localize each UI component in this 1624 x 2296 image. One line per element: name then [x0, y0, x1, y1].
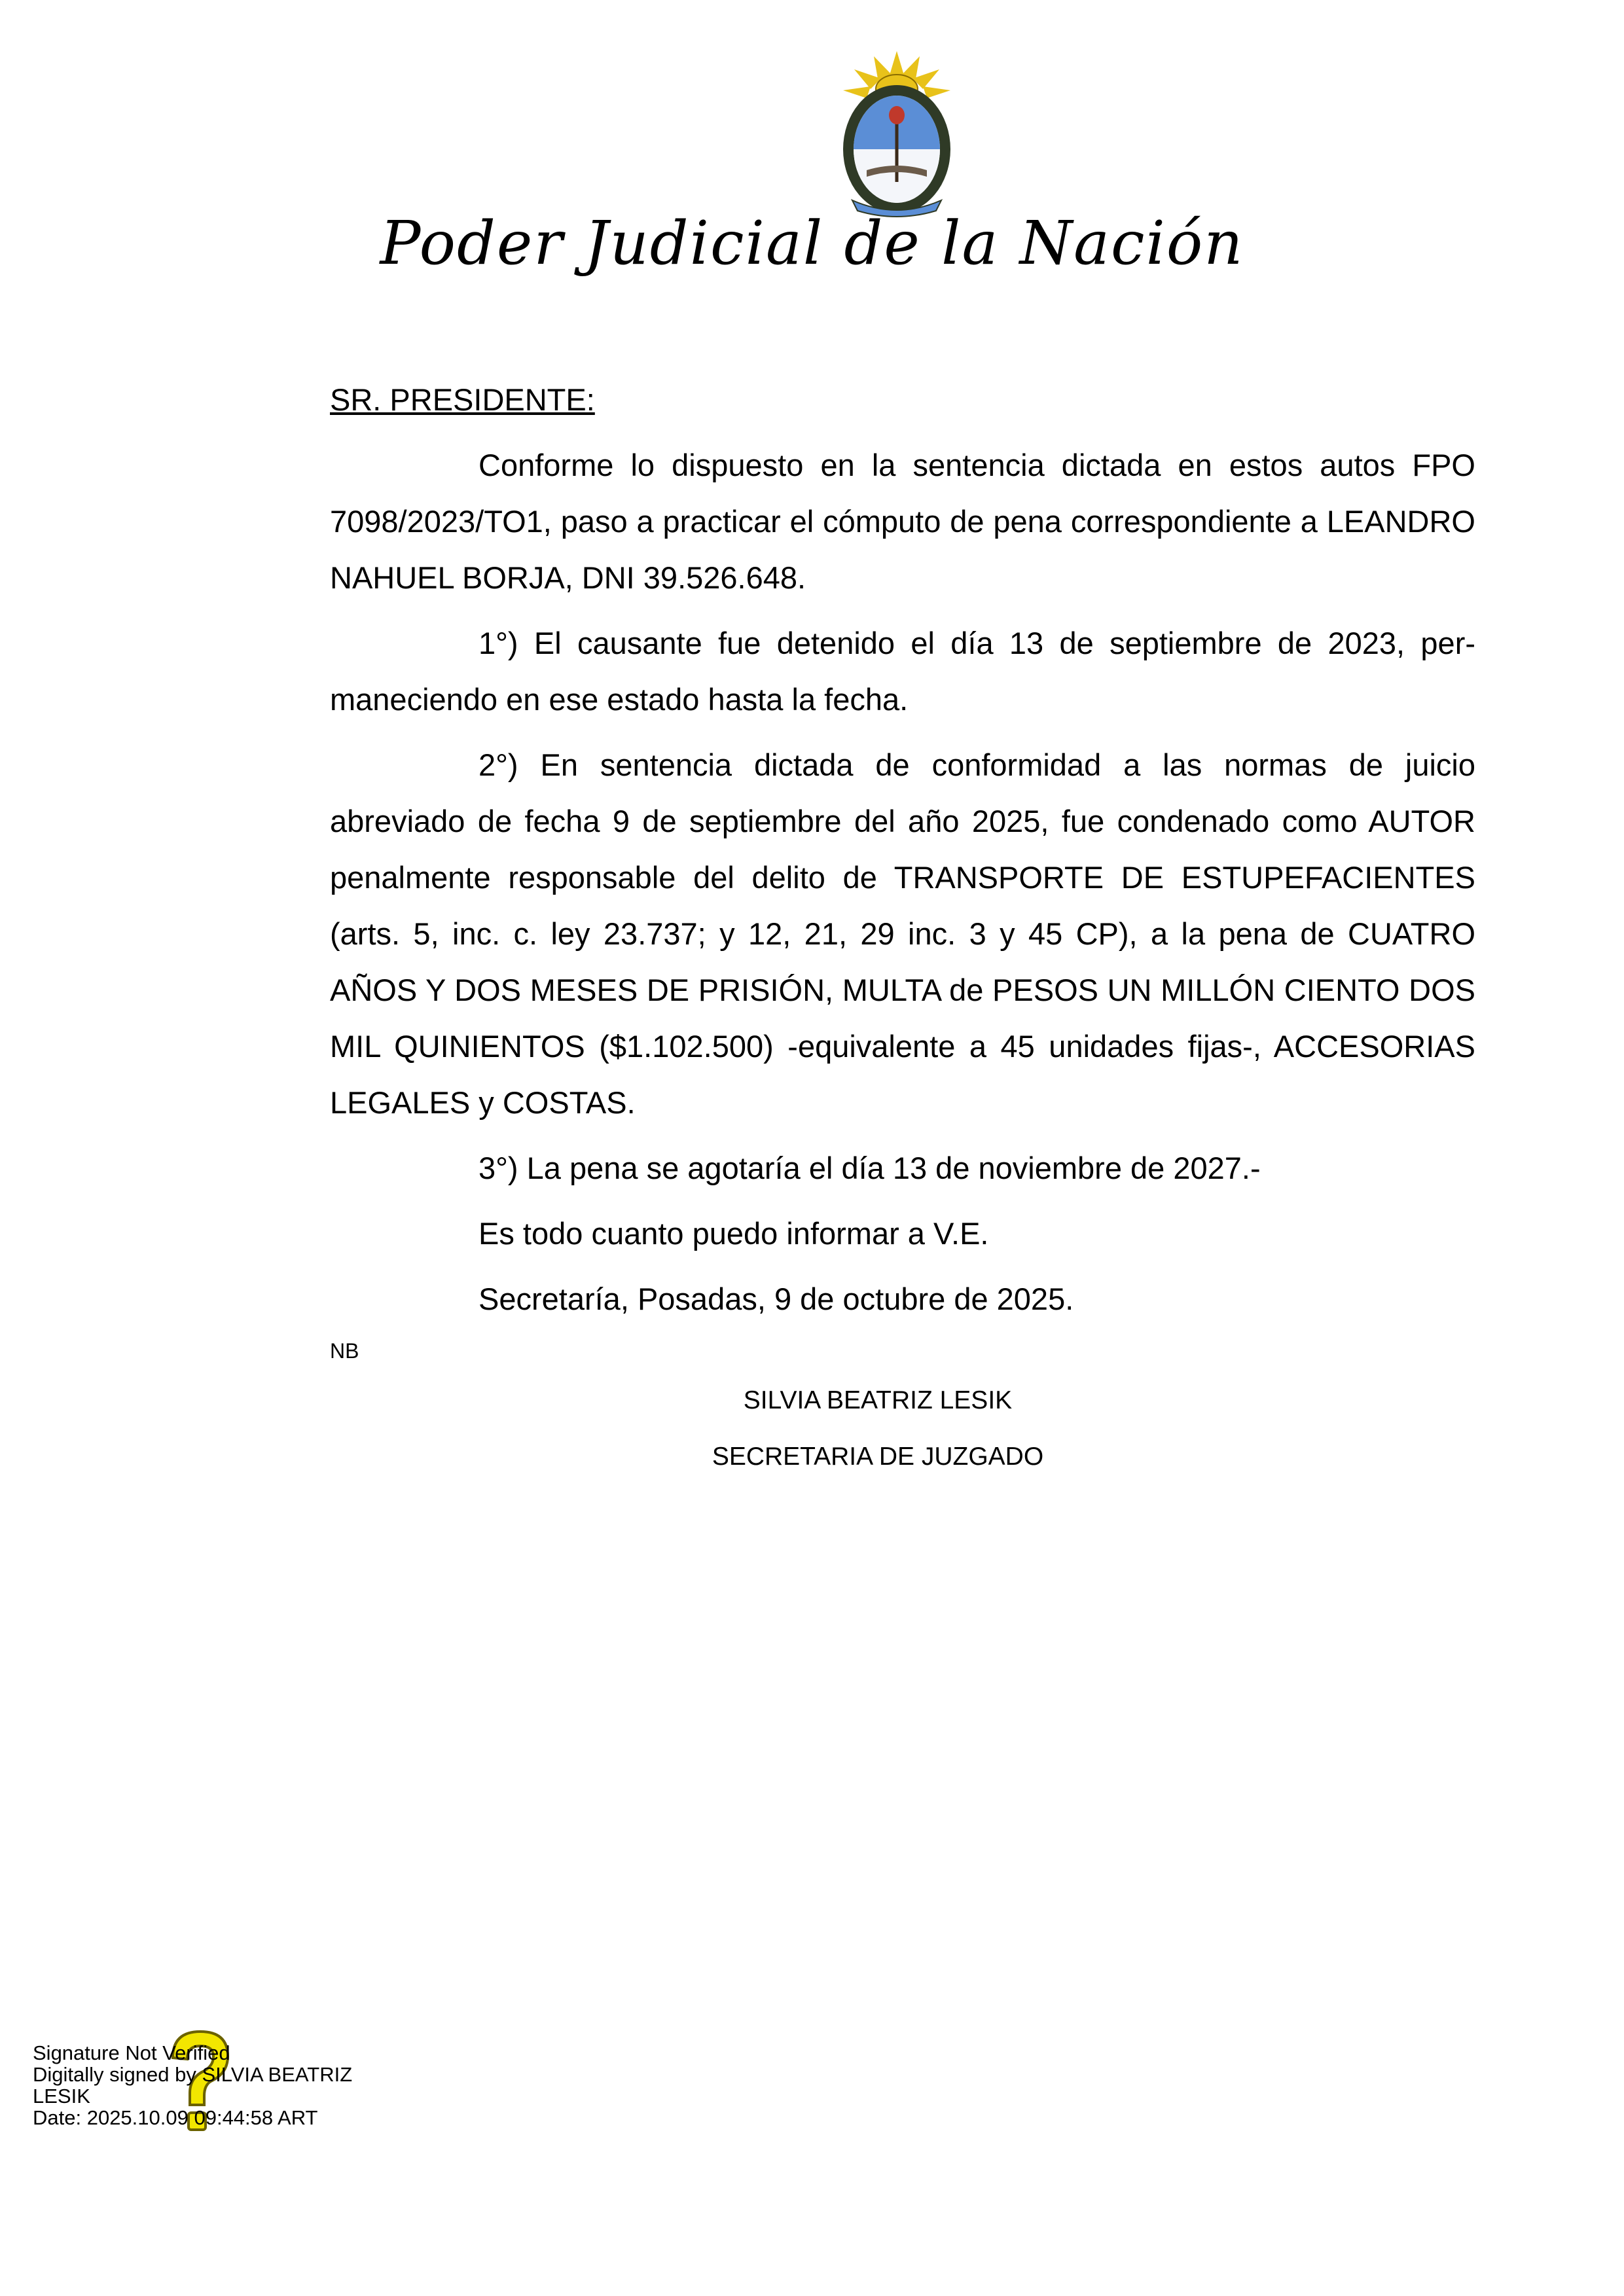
paragraph-item-2: 2°) En sentencia dictada de conformidad a las normas de juicio abreviado de fecha 9 de septiembre del año 2025, fue condenado como AUTOR penalmente responsable del delito de TRANSPORTE DE ESTUPEFACIENTES (arts. 5, inc. c. ley 23.737; y 12, 21, 29 inc. 3 y 45 CP), a la pena de CUATRO AÑOS Y DOS MESES DE PRISIÓN, MULTA de PESOS UN MILLÓN CIENTO DOS MIL QUINIENTOS ($1.102.500) -equivalente a 45 unidades fijas-, ACCESORIAS LEGALES y COSTAS.: [330, 747, 1475, 1120]
signature-signed-by: Digitally signed by SILVIA BEATRIZ: [33, 2063, 353, 2086]
paragraph-place-date: Secretaría, Posadas, 9 de octubre de 2025.: [478, 1282, 1074, 1316]
typist-initials: NB: [330, 1339, 359, 1363]
coat-of-arms-icon: [838, 51, 956, 221]
signature-signed-by-cont: LESIK: [33, 2085, 90, 2108]
signature-status: Signature Not Verified: [33, 2041, 230, 2064]
phrygian-cap: [889, 106, 905, 124]
signer-title: SECRETARIA DE JUZGADO: [712, 1443, 1044, 1471]
paragraph-closing: Es todo cuanto puedo informar a V.E.: [478, 1216, 989, 1251]
salutation: SR. PRESIDENTE:: [330, 382, 595, 417]
document-body: [330, 372, 1475, 1336]
institution-title: Poder Judicial de la Nación: [380, 208, 1244, 278]
signature-date: Date: 2025.10.09 09:44:58 ART: [33, 2106, 318, 2129]
paragraph-intro: Conforme lo dispuesto en la sentencia dictada en estos autos FPO 7098/2023/TO1, paso a practicar el cómputo de pena correspondiente a LEANDRO NAHUEL BORJA, DNI 39.526.648.: [330, 448, 1475, 595]
signer-name: SILVIA BEATRIZ LESIK: [743, 1386, 1013, 1414]
digital-signature-block: [33, 2042, 352, 2128]
paragraph-item-3: 3°) La pena se agotaría el día 13 de noviembre de 2027.-: [478, 1151, 1261, 1185]
paragraph-item-1: 1°) El causante fue detenido el día 13 de septiembre de 2023, permaneciendo en ese estado hasta la fecha.: [330, 626, 1475, 717]
